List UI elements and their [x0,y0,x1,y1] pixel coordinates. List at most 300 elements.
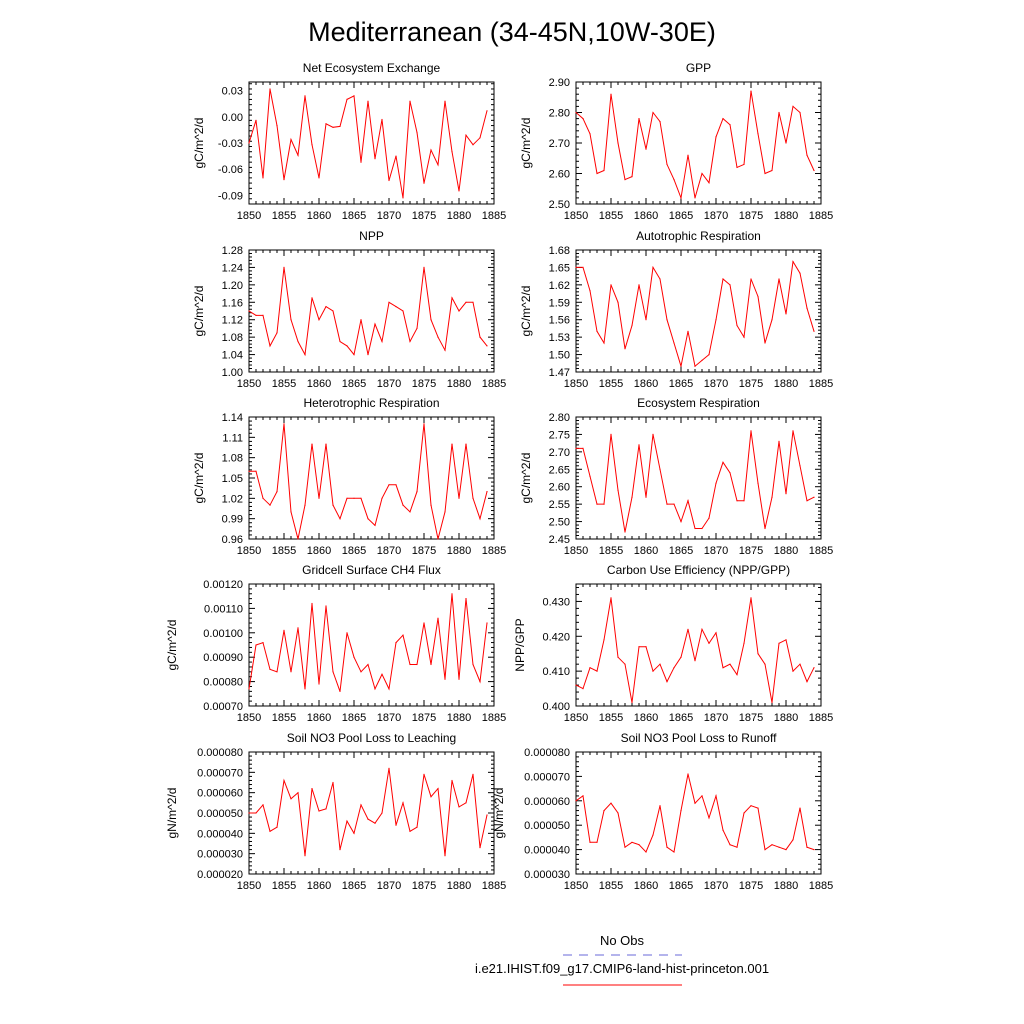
data-point [813,497,814,498]
data-point [666,681,667,682]
x-tick-label: 1875 [411,545,437,557]
data-point [659,664,660,665]
series-line [249,424,487,539]
y-tick-label: 1.62 [548,279,570,292]
data-point [479,847,480,848]
x-tick-label: 1870 [376,378,402,390]
data-point [764,342,765,343]
data-point [680,657,681,658]
data-point [311,788,312,789]
y-tick-label: 1.65 [548,262,570,275]
data-point [610,803,611,804]
x-tick-label: 1885 [808,210,834,222]
data-point [778,112,779,113]
data-point [729,664,730,665]
data-point [304,855,305,856]
data-point [715,319,716,320]
data-point [694,197,695,198]
data-point [297,341,298,342]
data-point [624,847,625,848]
y-tick-label: 1.16 [221,297,243,310]
data-point [792,839,793,840]
y-tick-label: 1.59 [548,297,570,310]
x-tick-label: 1850 [563,378,589,390]
data-point [269,831,270,832]
y-tick-label: 2.75 [548,429,570,442]
data-point [367,354,368,355]
data-point [603,639,604,640]
data-point [479,681,480,682]
data-point [374,688,375,689]
data-point [311,144,312,145]
data-point [332,671,333,672]
data-point [465,598,466,599]
data-point [409,101,410,102]
x-tick-label: 1880 [773,378,799,390]
data-point [610,597,611,598]
data-point [687,629,688,630]
panel-title: Ecosystem Respiration [637,396,760,410]
data-point [486,491,487,492]
data-point [771,844,772,845]
panel-frame [249,417,494,539]
x-tick-label: 1850 [563,545,589,557]
data-point [582,795,583,796]
x-tick-label: 1855 [598,210,624,222]
data-point [374,324,375,325]
data-point [715,483,716,484]
data-point [652,671,653,672]
x-tick-label: 1870 [703,378,729,390]
data-point [764,664,765,665]
y-tick-label: 0.000050 [524,820,570,833]
data-point [785,639,786,640]
data-point [694,366,695,367]
x-tick-label: 1860 [633,545,659,557]
data-point [430,319,431,320]
figure-title: Mediterranean (34-45N,10W-30E) [308,17,716,47]
panel-2 [519,61,833,222]
x-tick-label: 1860 [306,210,332,222]
data-point [589,667,590,668]
data-point [764,173,765,174]
data-point [757,133,758,134]
panel-frame [249,250,494,372]
x-tick-label: 1880 [446,210,472,222]
data-point [472,498,473,499]
data-point [743,337,744,338]
data-point [332,310,333,311]
series-line [249,768,487,855]
data-point [589,476,590,477]
data-point [701,360,702,361]
y-tick-label: -0.09 [217,190,243,203]
panel-title: Carbon Use Efficiency (NPP/GPP) [606,563,791,577]
data-point [381,674,382,675]
data-point [617,657,618,658]
data-point [486,345,487,346]
y-tick-label: 0.000030 [197,848,243,861]
data-point [596,504,597,505]
data-point [304,354,305,355]
y-tick-label: 1.53 [548,332,570,345]
x-tick-label: 1880 [446,712,472,724]
x-tick-label: 1885 [808,880,834,892]
data-point [743,164,744,165]
data-point [430,664,431,665]
data-point [360,162,361,163]
y-tick-label: 2.65 [548,464,570,477]
data-point [806,155,807,156]
data-point [799,465,800,466]
data-point [311,297,312,298]
y-tick-label: 2.80 [548,107,570,120]
y-tick-label: 0.000060 [197,787,243,800]
panel-4 [519,229,833,390]
data-point [575,267,576,268]
data-point [381,119,382,120]
data-point [603,810,604,811]
series-line [249,594,487,692]
data-point [729,472,730,473]
x-tick-label: 1865 [341,545,367,557]
data-point [458,190,459,191]
data-point [813,331,814,332]
data-point [332,782,333,783]
data-point [603,170,604,171]
data-point [248,471,249,472]
data-point [610,434,611,435]
data-point [339,126,340,127]
panel-frame [249,752,494,874]
data-point [680,366,681,367]
data-point [297,627,298,628]
data-point [806,308,807,309]
data-point [437,788,438,789]
data-point [290,319,291,320]
y-axis-label: gN/m^2/d [165,787,179,839]
data-point [771,702,772,703]
series-line [576,774,814,852]
data-point [694,803,695,804]
data-point [792,261,793,262]
data-point [750,805,751,806]
data-point [486,622,487,623]
data-point [785,493,786,494]
data-point [409,341,410,342]
data-point [360,319,361,320]
y-tick-label: 0.000070 [524,771,570,784]
series-line [249,267,487,354]
x-tick-label: 1865 [341,210,367,222]
data-point [486,110,487,111]
x-tick-label: 1880 [773,545,799,557]
y-tick-label: 2.90 [548,77,570,89]
x-tick-label: 1880 [446,545,472,557]
data-point [262,177,263,178]
data-point [708,518,709,519]
data-point [402,505,403,506]
data-point [444,101,445,102]
data-point [269,505,270,506]
data-point [311,444,312,445]
x-tick-label: 1870 [376,210,402,222]
data-point [631,702,632,703]
data-point [638,844,639,845]
panel-title: GPP [685,61,712,75]
data-point [645,149,646,150]
y-axis-label: gN/m^2/d [492,787,506,839]
x-tick-label: 1885 [481,210,507,222]
data-point [374,823,375,824]
panel-title: Soil NO3 Pool Loss to Runoff [620,731,777,745]
data-point [325,444,326,445]
x-tick-label: 1855 [598,378,624,390]
data-point [638,118,639,119]
data-point [687,155,688,156]
data-point [631,497,632,498]
data-point [416,328,417,329]
data-point [402,802,403,803]
data-point [255,120,256,121]
data-point [715,632,716,633]
data-point [694,660,695,661]
panel-9 [165,731,506,892]
data-point [582,267,583,268]
y-tick-label: 0.000040 [197,828,243,841]
data-point [297,538,298,539]
y-tick-label: -0.03 [217,138,243,150]
data-point [472,302,473,303]
y-tick-label: 1.08 [221,332,243,345]
data-point [458,498,459,499]
data-point [248,688,249,689]
data-point [255,315,256,316]
x-tick-label: 1860 [633,880,659,892]
panel-title: NPP [359,229,384,243]
data-point [311,603,312,604]
y-tick-label: 0.000040 [524,844,570,857]
data-point [799,664,800,665]
data-point [792,671,793,672]
data-point [283,267,284,268]
data-point [757,808,758,809]
data-point [367,664,368,665]
y-tick-label: 0.000070 [197,767,243,780]
data-point [395,642,396,643]
data-point [416,491,417,492]
data-point [638,444,639,445]
x-tick-label: 1860 [306,712,332,724]
x-tick-label: 1885 [808,545,834,557]
panel-frame [576,250,821,372]
y-tick-label: 1.24 [221,262,243,275]
data-point [722,830,723,831]
data-point [596,173,597,174]
data-point [701,528,702,529]
data-point [757,483,758,484]
data-point [603,504,604,505]
data-point [451,444,452,445]
y-axis-label: gC/m^2/d [519,452,533,504]
data-point [624,348,625,349]
data-point [624,664,625,665]
y-axis-label: gC/m^2/d [165,619,179,671]
data-point [771,319,772,320]
x-tick-label: 1875 [738,545,764,557]
data-point [750,597,751,598]
x-tick-label: 1870 [376,880,402,892]
data-point [757,653,758,654]
x-tick-label: 1880 [773,880,799,892]
x-tick-label: 1860 [306,378,332,390]
data-point [659,469,660,470]
data-point [589,290,590,291]
y-tick-label: 0.430 [542,596,570,609]
data-point [757,296,758,297]
data-point [673,851,674,852]
x-tick-label: 1865 [341,378,367,390]
data-point [437,618,438,619]
data-point [778,441,779,442]
panel-5 [192,396,506,557]
data-point [736,325,737,326]
data-point [353,95,354,96]
data-point [743,500,744,501]
x-tick-label: 1875 [411,712,437,724]
x-tick-label: 1880 [773,712,799,724]
data-point [339,518,340,519]
y-tick-label: 1.11 [222,432,243,445]
x-tick-label: 1865 [668,210,694,222]
data-point [381,341,382,342]
x-tick-label: 1860 [633,712,659,724]
x-tick-label: 1865 [668,378,694,390]
x-tick-label: 1885 [481,880,507,892]
x-tick-label: 1855 [271,545,297,557]
data-point [666,319,667,320]
data-point [374,158,375,159]
data-point [430,149,431,150]
data-point [645,851,646,852]
data-point [764,528,765,529]
x-tick-label: 1850 [563,880,589,892]
panel-title: Soil NO3 Pool Loss to Leaching [286,731,457,745]
data-point [645,497,646,498]
data-point [395,484,396,485]
y-tick-label: 0.420 [542,631,570,644]
data-point [395,156,396,157]
y-tick-label: 0.00100 [203,627,243,640]
y-tick-label: 2.60 [548,481,570,494]
panel-10 [492,731,833,892]
data-point [813,667,814,668]
data-point [346,498,347,499]
data-point [360,498,361,499]
data-point [339,341,340,342]
data-point [437,538,438,539]
data-point [451,593,452,594]
x-tick-label: 1875 [411,880,437,892]
data-point [687,773,688,774]
x-tick-label: 1865 [341,880,367,892]
data-point [248,812,249,813]
data-point [596,842,597,843]
data-point [603,342,604,343]
x-tick-label: 1860 [306,545,332,557]
data-point [318,683,319,684]
data-point [325,808,326,809]
panel-1 [192,61,506,222]
data-point [346,99,347,100]
data-point [276,671,277,672]
y-tick-label: 2.70 [548,138,570,150]
data-point [792,106,793,107]
data-point [395,825,396,826]
data-point [610,284,611,285]
y-tick-label: 1.05 [221,473,243,485]
data-point [778,847,779,848]
data-point [458,679,459,680]
y-tick-label: 0.03 [221,85,243,98]
data-point [617,142,618,143]
y-tick-label: 1.04 [221,349,243,362]
y-tick-label: 2.50 [548,516,570,529]
data-point [388,302,389,303]
y-tick-label: 1.28 [221,245,243,257]
x-tick-label: 1850 [236,880,262,892]
data-point [792,430,793,431]
x-tick-label: 1880 [773,210,799,222]
data-point [283,630,284,631]
data-point [479,518,480,519]
y-tick-label: 1.02 [221,493,243,506]
y-tick-label: 1.12 [221,314,243,327]
y-tick-label: 1.50 [548,349,570,362]
data-point [416,132,417,133]
data-point [318,319,319,320]
data-point [409,511,410,512]
data-point [736,167,737,168]
x-tick-label: 1865 [341,712,367,724]
data-point [652,834,653,835]
series-line [249,89,487,198]
y-tick-label: 1.14 [221,412,243,424]
data-point [444,350,445,351]
data-point [290,511,291,512]
data-point [813,170,814,171]
data-point [325,306,326,307]
data-point [813,849,814,850]
data-point [360,804,361,805]
data-point [297,155,298,156]
y-tick-label: -0.06 [217,164,243,177]
data-point [262,498,263,499]
x-tick-label: 1855 [271,712,297,724]
data-point [596,671,597,672]
data-point [589,842,590,843]
data-point [771,170,772,171]
data-point [659,278,660,279]
data-point [304,95,305,96]
x-tick-label: 1850 [563,712,589,724]
panel-7 [165,563,506,724]
data-point [409,831,410,832]
data-point [360,671,361,672]
data-point [367,819,368,820]
data-point [575,685,576,686]
data-point [687,331,688,332]
